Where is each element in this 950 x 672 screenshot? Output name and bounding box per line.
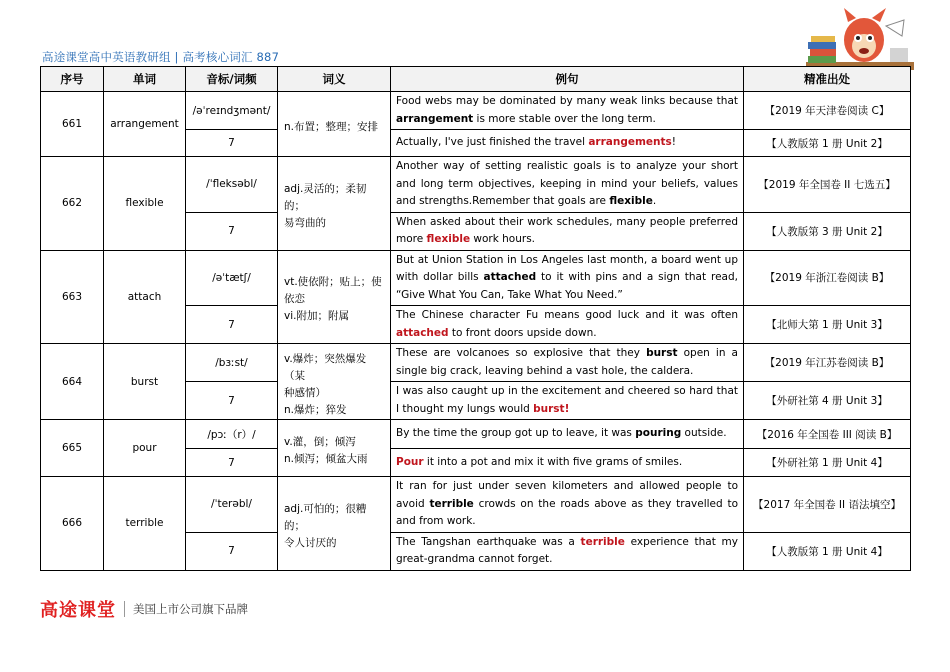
entry-word: attach: [104, 250, 186, 344]
entry-word: burst: [104, 344, 186, 420]
meaning-line: v.灌，倒；倾泻: [284, 436, 356, 448]
brand-logo: 高途课堂: [40, 600, 116, 621]
highlighted-word: flexible: [426, 233, 471, 245]
table-row: [41, 420, 911, 449]
entry-phonetic: /ˈfleksəbl/: [186, 157, 278, 213]
sentence-text: !: [671, 136, 677, 149]
example-source: 【2016 年全国卷 III 阅读 B】: [744, 420, 911, 449]
example-sentence: [391, 212, 744, 250]
sentence-text: is more stable over the long term.: [473, 112, 656, 125]
sentence-text: to front doors upside down.: [448, 326, 597, 339]
entry-number: 662: [41, 157, 104, 251]
entry-number: 664: [41, 344, 104, 420]
header-phonetic: 音标/词频: [186, 67, 278, 92]
mascot-illustration: [806, 6, 916, 72]
entry-phonetic: /bɜːst/: [186, 344, 278, 382]
sentence-text: work hours.: [470, 233, 536, 245]
example-sentence: [391, 250, 744, 306]
entry-word: pour: [104, 420, 186, 477]
entry-frequency: 7: [186, 532, 278, 570]
table-header-row: [41, 67, 911, 92]
example-sentence: [391, 420, 744, 449]
highlighted-word: burst: [646, 347, 678, 359]
header-word: 单词: [104, 67, 186, 92]
example-source: 【人教版第 1 册 Unit 2】: [744, 130, 911, 157]
entry-word: flexible: [104, 157, 186, 251]
entry-word: arrangement: [104, 92, 186, 157]
example-sentence: [391, 306, 744, 344]
sentence-text: crowds on the roads above as they travelled to and from work.: [396, 497, 739, 527]
entry-meaning: [278, 420, 391, 477]
sentence-text: .: [652, 195, 657, 207]
meaning-line: vt.使依附；贴上；使: [284, 276, 382, 289]
entry-meaning: [278, 344, 391, 420]
highlighted-word: terrible: [580, 535, 625, 548]
sentence-text: It ran for just under seven kilometers and allowed people to avoid: [396, 480, 738, 510]
sentence-text: outside.: [681, 427, 727, 440]
sentence-text: I was also caught up in the excitement and cheered so hard that I thought my lungs would: [396, 385, 738, 415]
sentence-text: experience that my great-grandma cannot forget.: [396, 535, 738, 565]
highlighted-word: attached: [396, 326, 449, 339]
meaning-line: n.倾泻；倾盆大雨: [284, 453, 368, 465]
document-header: 高途课堂高中英语教研组 | 高考核心词汇 887: [42, 50, 280, 64]
example-source: 【2019 年全国卷 II 七选五】: [744, 157, 911, 213]
header-source: 精准出处: [744, 67, 911, 92]
example-sentence: [391, 477, 744, 533]
example-source: 【2019 年江苏卷阅读 B】: [744, 344, 911, 382]
example-source: 【外研社第 1 册 Unit 4】: [744, 449, 911, 477]
example-sentence: [391, 532, 744, 570]
header-no: 序号: [41, 67, 104, 92]
entry-frequency: 7: [186, 130, 278, 157]
sentence-text: open in a single big crack, leaving behind a vast hole, the caldera.: [396, 347, 738, 377]
footer-divider: [124, 601, 125, 617]
entry-frequency: 7: [186, 449, 278, 477]
entry-number: 665: [41, 420, 104, 477]
meaning-line: n.爆炸；猝发: [284, 403, 347, 416]
example-source: 【外研社第 4 册 Unit 3】: [744, 382, 911, 420]
sentence-text: The Tangshan earthquake was a: [396, 535, 581, 548]
entry-meaning: [278, 477, 391, 571]
table-row: [41, 477, 911, 533]
highlighted-word: terrible: [429, 497, 474, 510]
example-source: 【人教版第 1 册 Unit 4】: [744, 532, 911, 570]
vocabulary-table: [40, 66, 911, 571]
header-example: 例句: [391, 67, 744, 92]
entry-meaning: [278, 157, 391, 251]
example-sentence: [391, 130, 744, 157]
entry-phonetic: /pɔː（r）/: [186, 420, 278, 449]
sentence-text: When asked about their work schedules, many people preferred more: [396, 215, 738, 245]
example-source: 【2017 年全国卷 II 语法填空】: [744, 477, 911, 533]
sentence-text: Another way of setting realistic goals is to analyze your short and long term objectives, keeping in mind your beliefs, values and strengths.Remember that goals are: [396, 160, 738, 207]
example-source: 【2019 年浙江卷阅读 B】: [744, 250, 911, 306]
meaning-line: vi.附加；附属: [284, 310, 349, 323]
sentence-text: By the time the group got up to leave, it was: [396, 427, 636, 440]
entry-number: 663: [41, 250, 104, 344]
entry-frequency: 7: [186, 306, 278, 344]
sentence-text: Food webs may be dominated by many weak links because that: [396, 95, 738, 107]
example-sentence: [391, 449, 744, 477]
entry-meaning: [278, 250, 391, 344]
entry-number: 666: [41, 477, 104, 571]
entry-phonetic: /əˈtætʃ/: [186, 250, 278, 306]
meaning-line: n.布置；整理；安排: [284, 120, 378, 133]
entry-number: 661: [41, 92, 104, 157]
highlighted-word: pouring: [635, 427, 682, 440]
meaning-line: 易弯曲的: [284, 216, 326, 229]
meaning-line: adj.可怕的；很糟的；: [284, 502, 367, 532]
header-meaning: 词义: [278, 67, 391, 92]
highlighted-word: arrangements: [588, 136, 672, 149]
entry-frequency: 7: [186, 382, 278, 420]
meaning-line: 依恋: [284, 293, 305, 306]
sentence-text: to it with pins and a sign that read, “Give What You Can, Take What You Need.”: [396, 271, 738, 301]
example-sentence: [391, 382, 744, 420]
highlighted-word: flexible: [609, 195, 653, 207]
highlighted-word: arrangement: [396, 112, 474, 125]
entry-word: terrible: [104, 477, 186, 571]
meaning-line: adj.灵活的；柔韧的；: [284, 182, 367, 212]
highlighted-word: Pour: [396, 455, 424, 468]
sentence-text: Actually, I've just finished the travel: [396, 136, 589, 149]
footer: [40, 596, 248, 622]
entry-phonetic: /əˈreɪndʒmənt/: [186, 92, 278, 130]
entry-frequency: 7: [186, 212, 278, 250]
meaning-line: 令人讨厌的: [284, 536, 337, 549]
table-row: [41, 344, 911, 382]
table-row: [41, 250, 911, 306]
example-sentence: [391, 344, 744, 382]
sentence-text: The Chinese character Fu means good luck and it was often: [396, 309, 738, 321]
example-source: 【北师大第 1 册 Unit 3】: [744, 306, 911, 344]
meaning-line: 种感情）: [284, 386, 326, 399]
highlighted-word: burst!: [533, 402, 570, 415]
table-row: [41, 92, 911, 130]
example-source: 【人教版第 3 册 Unit 2】: [744, 212, 911, 250]
example-sentence: [391, 157, 744, 213]
example-sentence: [391, 92, 744, 130]
entry-meaning: [278, 92, 391, 157]
entry-phonetic: /ˈterəbl/: [186, 477, 278, 533]
example-source: 【2019 年天津卷阅读 C】: [744, 92, 911, 130]
table-row: [41, 157, 911, 213]
sentence-text: These are volcanoes so explosive that they: [396, 347, 647, 359]
sentence-text: it into a pot and mix it with five grams of smiles.: [423, 455, 683, 468]
sentence-text: But at Union Station in Los Angeles last month, a board went up with dollar bills: [396, 253, 738, 283]
brand-slogan: 美国上市公司旗下品牌: [133, 602, 248, 616]
highlighted-word: attached: [483, 271, 537, 283]
meaning-line: v.爆炸；突然爆发（某: [284, 352, 367, 382]
